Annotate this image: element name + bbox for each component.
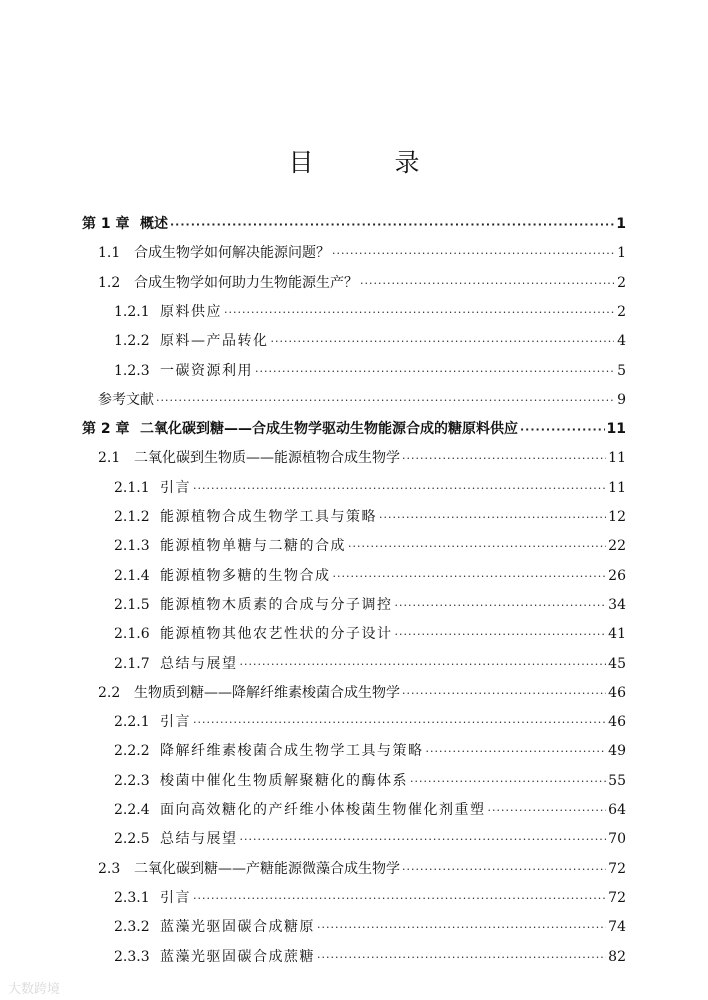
toc-entry-title: 概述 <box>140 216 168 232</box>
toc-leader-dots <box>520 418 605 442</box>
toc-entry-title: 二氧化碳到糖——合成生物学驱动生物能源合成的糖原料供应 <box>140 421 518 438</box>
toc-entry-page: 5 <box>617 362 626 379</box>
toc-entry[interactable] <box>98 241 626 265</box>
toc-entry-title: 能源植物多糖的生物合成 <box>160 567 331 584</box>
toc-leader-dots <box>426 740 607 764</box>
toc-entry-page: 45 <box>608 655 626 672</box>
toc-entry-number: 2.3 <box>98 860 121 877</box>
toc-entry-page: 46 <box>608 684 626 701</box>
toc-entry[interactable] <box>114 534 626 558</box>
toc-entry[interactable] <box>114 593 626 617</box>
toc-entry-number: 2.1.1 <box>114 479 150 496</box>
toc-entry-page: 4 <box>617 333 626 350</box>
toc-entry-number: 第 2 章 <box>82 421 130 438</box>
toc-entry-number: 2.1.3 <box>114 538 150 555</box>
watermark: 大数跨境 <box>8 982 61 997</box>
toc-entry-title: 蓝藻光驱固碳合成蔗糖 <box>160 948 315 965</box>
toc-entry-page: 1 <box>617 245 626 262</box>
toc-entry-number: 2.1.6 <box>114 626 150 643</box>
toc-entry-number: 1.2.2 <box>114 333 150 350</box>
toc-entry-title: 引言 <box>160 889 191 906</box>
toc-entry-number: 第 1 章 <box>82 216 130 232</box>
toc-leader-dots <box>332 242 614 266</box>
toc-entry-title: 梭菌中催化生物质解聚糖化的酶体系 <box>160 772 408 789</box>
toc-entry-title: 总结与展望 <box>160 655 238 672</box>
toc-entry-number: 1.2.1 <box>114 303 150 320</box>
toc-entry-number: 2.2.2 <box>114 743 150 760</box>
toc-entry[interactable] <box>114 505 626 529</box>
toc-entry-number: 2.1.7 <box>114 655 150 672</box>
toc-entry-title: 原料—产品转化 <box>160 333 269 350</box>
toc-entry-page: 41 <box>608 626 626 643</box>
toc-leader-dots <box>402 858 606 882</box>
toc-entry-page: 55 <box>608 772 626 789</box>
toc-entry-page: 11 <box>606 421 626 438</box>
toc-leader-dots <box>193 887 606 911</box>
toc-entry[interactable] <box>114 476 626 500</box>
toc-entry-number: 2.3.1 <box>114 889 150 906</box>
toc-entry-page: 12 <box>608 509 626 525</box>
toc-leader-dots <box>271 330 615 354</box>
toc-leader-dots <box>402 447 606 471</box>
toc-entry-number: 2.2.5 <box>114 831 150 848</box>
toc-entry-number: 1.1 <box>98 245 121 262</box>
toc-entry[interactable] <box>114 945 626 969</box>
toc-entry-number: 2.1.2 <box>114 509 150 525</box>
toc-entry-page: 22 <box>608 538 626 555</box>
toc-entry-title: 二氧化碳到生物质——能源植物合成生物学 <box>134 450 400 467</box>
toc-entry-number: 2.1 <box>98 450 121 467</box>
toc-entry-number: 2.2 <box>98 684 121 701</box>
toc-entry-number: 2.2.1 <box>114 714 150 731</box>
toc-entry-number: 2.2.3 <box>114 772 150 789</box>
toc-leader-dots <box>348 535 606 559</box>
toc-leader-dots <box>255 360 614 384</box>
toc-leader-dots <box>395 594 607 618</box>
toc-entry-title: 二氧化碳到糖——产糖能源微藻合成生物学 <box>134 860 400 877</box>
toc-leader-dots <box>240 828 607 852</box>
toc-entry[interactable] <box>114 564 626 588</box>
toc-entry[interactable] <box>114 329 626 353</box>
toc-entry[interactable] <box>114 652 626 676</box>
toc-entry-title: 原料供应 <box>160 303 222 320</box>
toc-entry-page: 9 <box>617 391 626 408</box>
toc-leader-dots <box>170 213 614 237</box>
toc-entry-page: 74 <box>608 919 626 936</box>
toc-entry-title: 合成生物学如何助力生物能源生产？ <box>134 274 358 291</box>
toc-leader-dots <box>360 272 614 296</box>
toc-entry[interactable] <box>98 271 626 295</box>
toc-entry-number: 2.3.2 <box>114 919 150 936</box>
toc-entry-title: 能源植物木质素的合成与分子调控 <box>160 596 393 613</box>
toc-entry-number: 1.2 <box>98 274 121 291</box>
toc-entry[interactable] <box>98 446 626 470</box>
toc-leader-dots <box>395 623 607 647</box>
toc-entry-title: 降解纤维素梭菌合成生物学工具与策略 <box>160 743 424 760</box>
toc-entry-title: 一碳资源利用 <box>160 362 253 379</box>
toc-leader-dots <box>410 770 606 794</box>
toc-entry[interactable] <box>114 827 626 851</box>
toc-leader-dots <box>402 682 606 706</box>
toc-entry[interactable] <box>114 915 626 939</box>
toc-entry-title: 参考文献 <box>98 391 154 408</box>
toc-leader-dots <box>317 946 606 970</box>
toc-entry-page: 1 <box>616 216 626 232</box>
toc-entry-page: 34 <box>608 596 626 613</box>
toc-entry[interactable] <box>114 798 626 822</box>
toc-entry-title: 总结与展望 <box>160 831 238 848</box>
toc-entry[interactable] <box>114 739 626 763</box>
toc-entry-page: 70 <box>608 831 626 848</box>
toc-leader-dots <box>333 565 607 589</box>
toc-chapter-entry[interactable] <box>82 212 626 236</box>
toc-entry-page: 11 <box>608 450 626 467</box>
toc-entry-number: 2.1.5 <box>114 596 150 613</box>
toc-entry-title: 能源植物合成生物学工具与策略 <box>160 509 377 525</box>
toc-entry[interactable] <box>114 710 626 734</box>
toc-entry-number: 2.3.3 <box>114 948 150 965</box>
toc-leader-dots <box>193 477 606 501</box>
toc-entry-title: 引言 <box>160 714 191 731</box>
toc-entry-title: 能源植物其他农艺性状的分子设计 <box>160 626 393 643</box>
toc-entry-page: 72 <box>608 889 626 906</box>
toc-entry-page: 26 <box>608 567 626 584</box>
toc-entry-title: 合成生物学如何解决能源问题？ <box>134 245 330 262</box>
toc-entry-page: 82 <box>608 948 626 965</box>
toc-entry[interactable] <box>114 886 626 910</box>
toc-leader-dots <box>240 653 607 677</box>
toc-entry-title: 面向高效糖化的产纤维小体梭菌生物催化剂重塑 <box>160 802 486 818</box>
toc-entry[interactable] <box>114 769 626 793</box>
toc-entry-page: 2 <box>617 274 626 291</box>
toc-chapter-entry[interactable] <box>82 417 626 441</box>
toc-entry-page: 46 <box>608 714 626 731</box>
toc-entry-number: 1.2.3 <box>114 362 150 379</box>
toc-entry-title: 引言 <box>160 479 191 496</box>
toc-entry[interactable] <box>98 857 626 881</box>
toc-entry-page: 11 <box>608 479 626 496</box>
toc-entry-page: 49 <box>608 743 626 760</box>
toc-entry-number: 2.2.4 <box>114 802 150 818</box>
toc-entry-number: 2.1.4 <box>114 567 150 584</box>
toc-leader-dots <box>317 916 606 940</box>
page-title: 目 录 <box>288 148 448 177</box>
toc-entry[interactable] <box>114 622 626 646</box>
toc-entry-title: 蓝藻光驱固碳合成糖原 <box>160 919 315 936</box>
toc-leader-dots <box>488 799 607 823</box>
toc-entry[interactable] <box>98 388 626 412</box>
toc-leader-dots <box>224 301 614 325</box>
toc-entry-title: 生物质到糖——降解纤维素梭菌合成生物学 <box>134 684 400 701</box>
toc-entry-page: 64 <box>608 802 626 818</box>
toc-entry-page: 72 <box>608 860 626 877</box>
toc-leader-dots <box>379 506 606 530</box>
toc-leader-dots <box>156 389 614 413</box>
toc-entry-title: 能源植物单糖与二糖的合成 <box>160 538 346 555</box>
toc-leader-dots <box>193 711 606 735</box>
toc-entry-page: 2 <box>617 303 626 320</box>
toc-entry[interactable] <box>114 300 626 324</box>
toc-entry[interactable] <box>114 359 626 383</box>
toc-entry[interactable] <box>98 681 626 705</box>
